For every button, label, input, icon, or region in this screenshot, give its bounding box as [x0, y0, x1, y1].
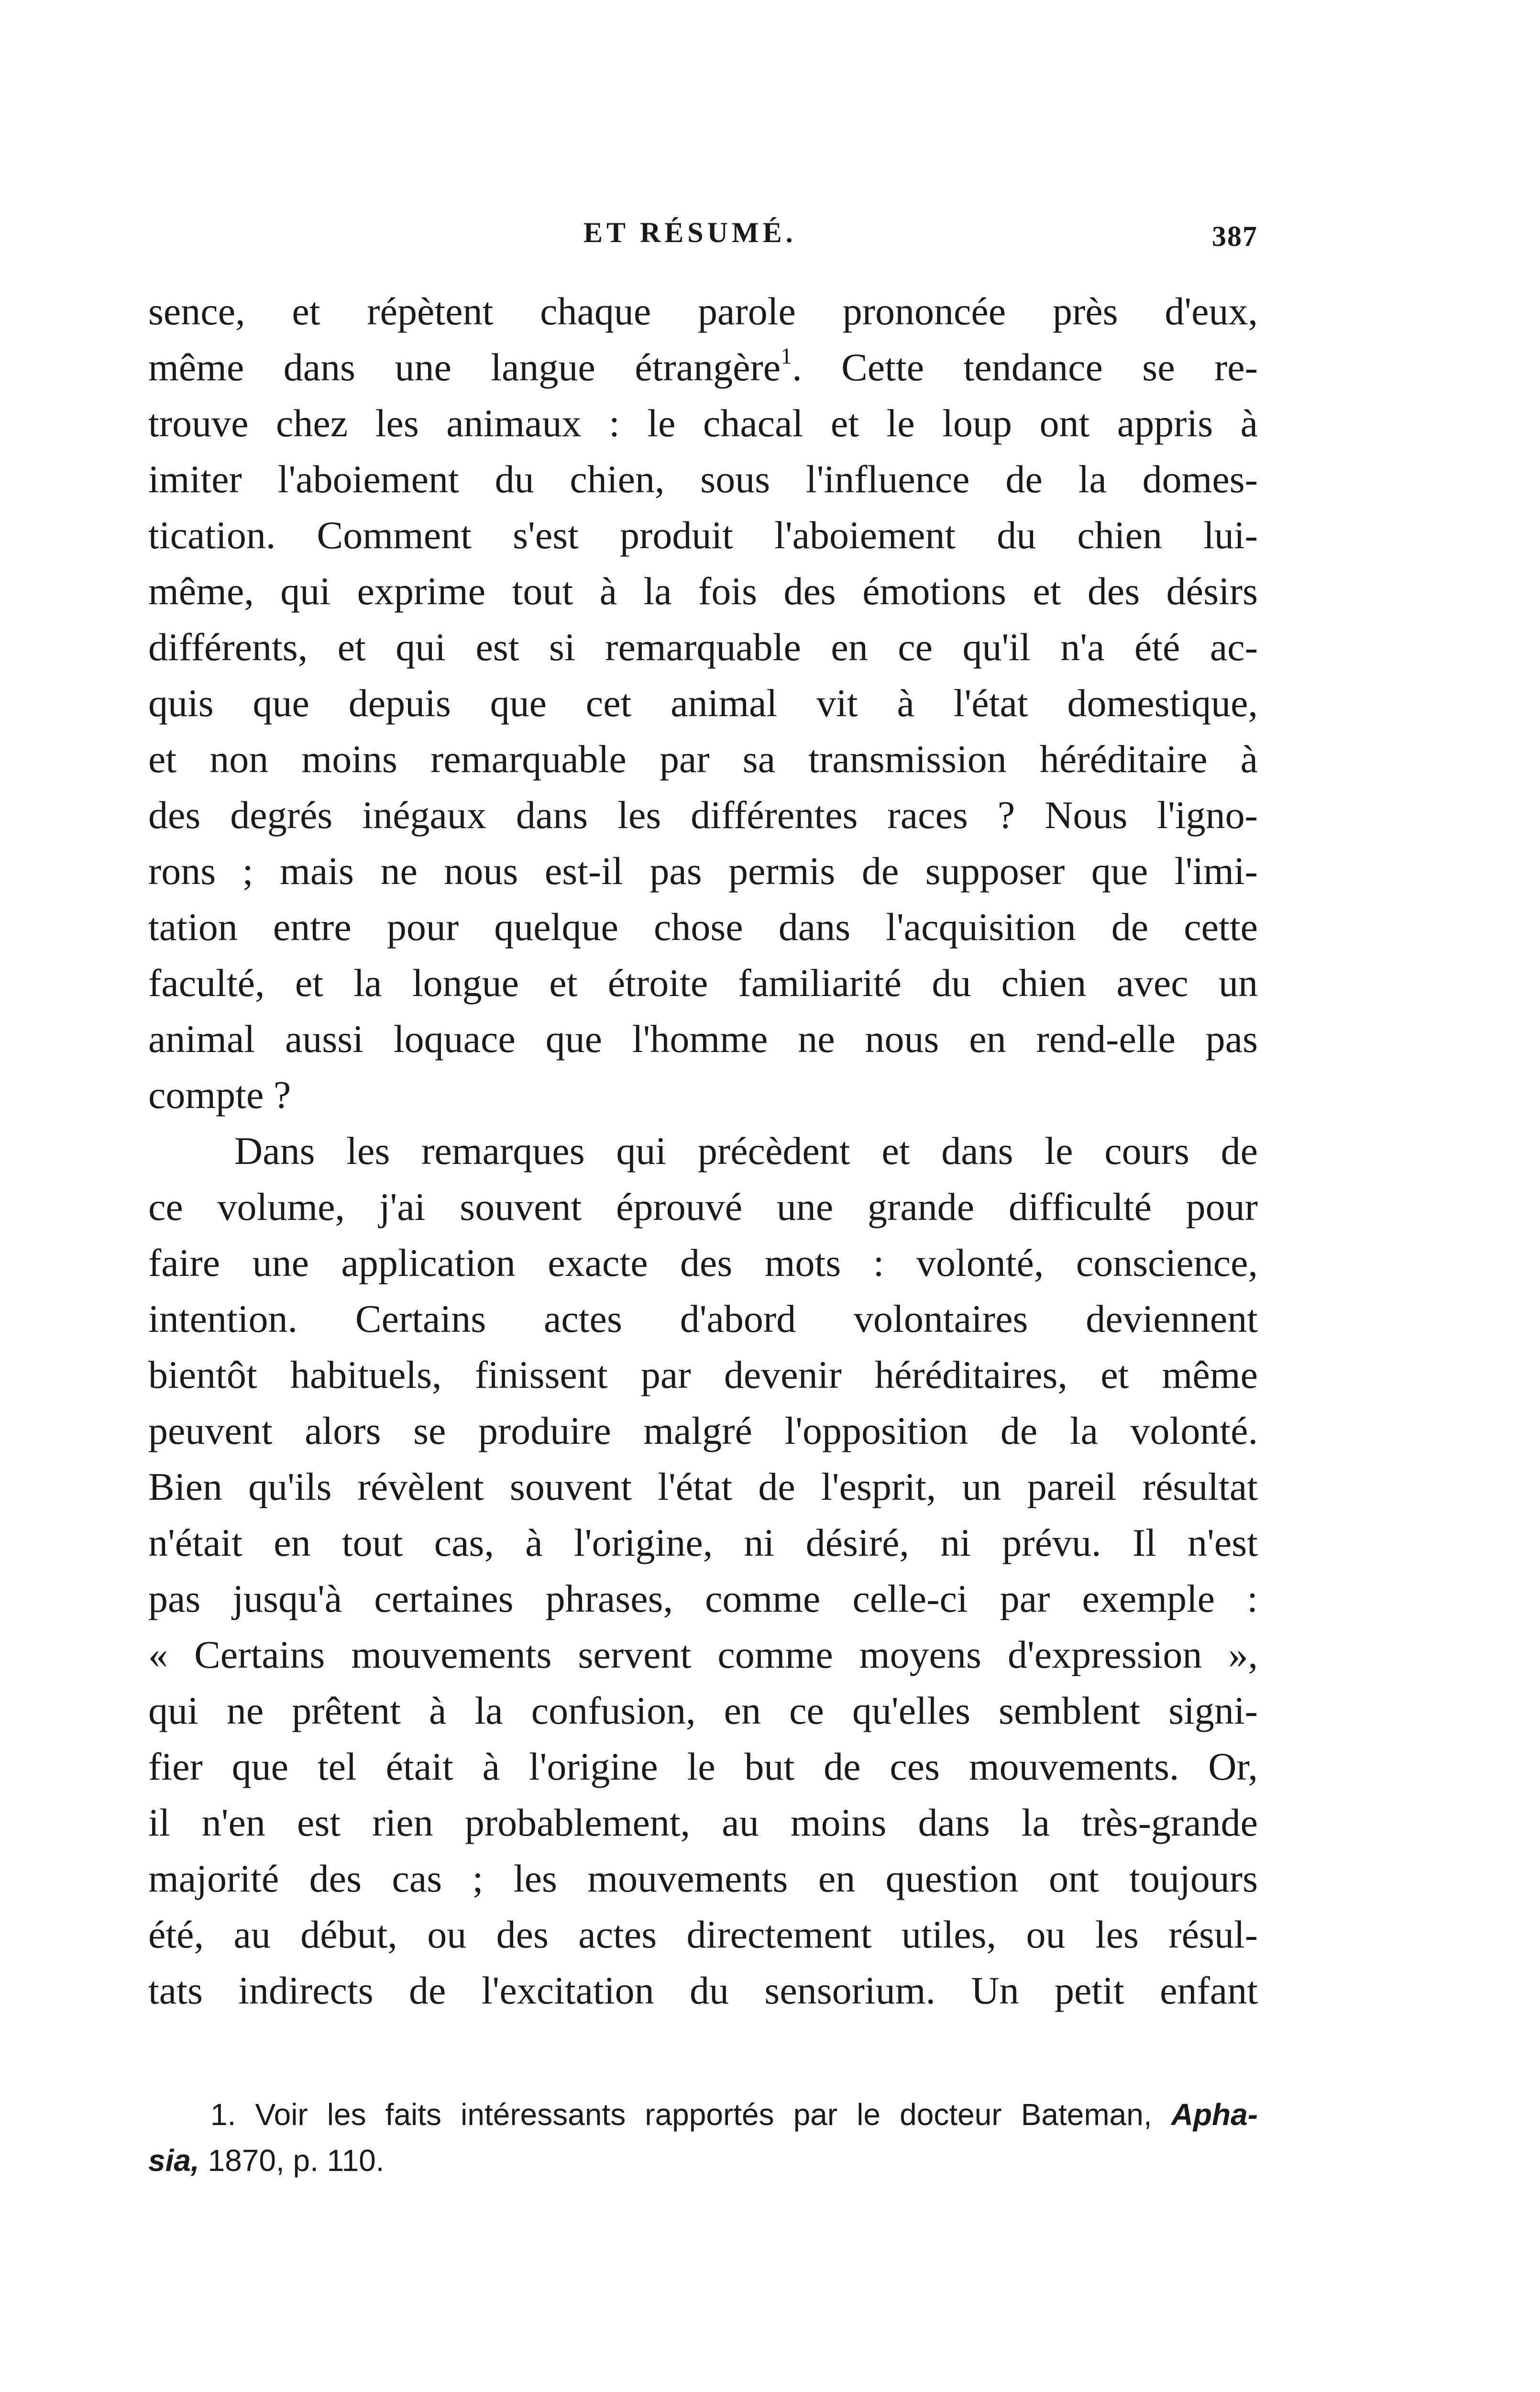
footnote-number: 1. [210, 2097, 236, 2132]
text-line: pas jusqu'à certaines phrases, comme celle-ci par exemple : [148, 1577, 1258, 1620]
page-number: 387 [1212, 221, 1258, 252]
footnote-line [148, 2137, 1258, 2183]
text-line: des degrés inégaux dans les différentes races ? Nous l'igno- [148, 793, 1258, 837]
text-line: fier que tel était à l'origine le but de ces mouvements. Or, [148, 1745, 1258, 1788]
text-line: n'était en tout cas, à l'origine, ni désiré, ni prévu. Il n'est [148, 1521, 1258, 1564]
text-line: faculté, et la longue et étroite familiarité du chien avec un [148, 961, 1258, 1005]
body-text [148, 283, 1258, 2018]
text-line-head: même dans une langue étrangère [148, 345, 781, 389]
text-line: tation entre pour quelque chose dans l'acquisition de cette [148, 905, 1258, 949]
text-line: tats indirects de l'excitation du sensorium. Un petit enfant [148, 1969, 1258, 2012]
text-line: différents, et qui est si remarquable en ce qu'il n'a été ac- [148, 625, 1258, 669]
paragraph-end-line: compte ? [148, 1073, 291, 1117]
text-line-with-footnote-ref [148, 339, 1258, 395]
text-line: et non moins remarquable par sa transmission héréditaire à [148, 737, 1258, 781]
text-line: animal aussi loquace que l'homme ne nous en rend-elle pas [148, 1017, 1258, 1061]
text-line: même, qui exprime tout à la fois des émotions et des désirs [148, 569, 1258, 613]
text-line: tication. Comment s'est produit l'aboiement du chien lui- [148, 513, 1258, 557]
footnotes [148, 2092, 1258, 2183]
text-line: peuvent alors se produire malgré l'opposition de la volonté. [148, 1409, 1258, 1452]
text-line: il n'en est rien probablement, au moins dans la très-grande [148, 1801, 1258, 1844]
running-head [148, 216, 1258, 255]
footnote-reference: 1 [781, 343, 792, 369]
text-line: ce volume, j'ai souvent éprouvé une grande difficulté pour [148, 1185, 1258, 1229]
footnote-text: Voir les faits intéressants rapportés par le docteur Bateman, [255, 2097, 1152, 2132]
footnote-line [148, 2092, 1258, 2137]
text-line: trouve chez les animaux : le chacal et le loup ont appris à [148, 401, 1258, 445]
text-line: été, au début, ou des actes directement utiles, ou les résul- [148, 1913, 1258, 1956]
text-line: quis que depuis que cet animal vit à l'état domestique, [148, 681, 1258, 725]
footnote-italic: Apha- [1171, 2097, 1258, 2132]
footnote-italic: sia, [148, 2143, 199, 2178]
text-line: imiter l'aboiement du chien, sous l'influence de la domes- [148, 457, 1258, 501]
text-line: « Certains mouvements servent comme moyens d'expression », [148, 1633, 1258, 1676]
text-line: Bien qu'ils révèlent souvent l'état de l'esprit, un pareil résultat [148, 1465, 1258, 1508]
text-line: majorité des cas ; les mouvements en question ont toujours [148, 1857, 1258, 1900]
text-line: qui ne prêtent à la confusion, en ce qu'elles semblent signi- [148, 1689, 1258, 1732]
text-line-tail: . Cette tendance se re- [792, 345, 1258, 389]
text-line: bientôt habituels, finissent par devenir héréditaires, et même [148, 1353, 1258, 1396]
text-line: sence, et répètent chaque parole prononcée près d'eux, [148, 289, 1258, 333]
text-line: intention. Certains actes d'abord volontaires deviennent [148, 1297, 1258, 1340]
text-line: faire une application exacte des mots : volonté, conscience, [148, 1241, 1258, 1285]
paragraph-start-line: Dans les remarques qui précèdent et dans le cours de [234, 1129, 1258, 1173]
text-line: rons ; mais ne nous est-il pas permis de supposer que l'imi- [148, 849, 1258, 893]
footnote-text: 1870, p. 110. [208, 2143, 385, 2178]
running-title: ET RÉSUMÉ. [583, 217, 797, 248]
